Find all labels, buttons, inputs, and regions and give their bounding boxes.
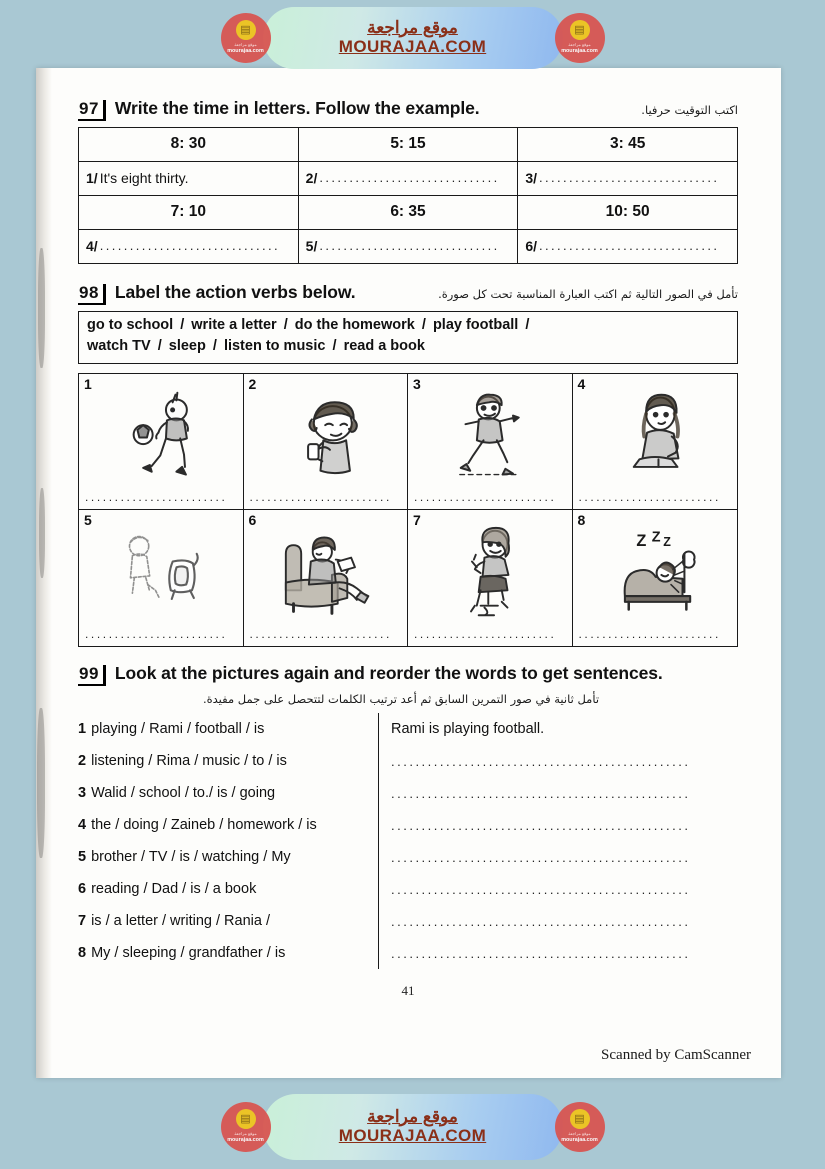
- reorder-question-4: [78, 809, 378, 841]
- exercise-99-title: Look at the pictures again and reorder the words to get sentences.: [114, 663, 663, 684]
- mourajaa-logo-icon-left: [221, 1102, 271, 1152]
- reorder-answer-4[interactable]: [391, 809, 738, 841]
- time-cell: 8: 30: [79, 127, 299, 161]
- reorder-question-5: [78, 841, 378, 873]
- reorder-answer-1[interactable]: [391, 713, 738, 745]
- separator: /: [283, 316, 288, 333]
- picture-cell-8[interactable]: [573, 510, 738, 646]
- logo-caption-right: موقع مراجعة mourajaa.com: [561, 1131, 598, 1143]
- question-words: playing / Rami / football / is: [91, 721, 265, 738]
- answer-cell-2[interactable]: [298, 161, 518, 195]
- exercise-97-number: 97: [78, 100, 106, 121]
- word-bank-item: do the homework: [294, 316, 415, 333]
- exercise-98-title: Label the action verbs below.: [114, 281, 356, 302]
- word-bank: [78, 311, 738, 365]
- reorder-answer-6[interactable]: [391, 873, 738, 905]
- answer-dotted-line: ..............................: [539, 238, 720, 254]
- answer-cell-1[interactable]: [79, 161, 299, 195]
- answer-text: It's eight thirty.: [99, 170, 189, 187]
- picture-cell-5[interactable]: [79, 510, 244, 646]
- answer-index: 6/: [525, 238, 537, 255]
- time-cell: 3: 45: [518, 127, 738, 161]
- logo-caption-right: موقع مراجعة mourajaa.com: [561, 42, 598, 54]
- answer-cell-3[interactable]: [518, 161, 738, 195]
- girl-doing-homework-icon: [573, 388, 738, 485]
- reorder-answer-7[interactable]: [391, 905, 738, 937]
- picture-answer-line[interactable]: ........................: [578, 627, 721, 642]
- picture-number: 3: [413, 376, 421, 393]
- answer-index: 5/: [305, 238, 318, 255]
- answer-dotted-line: .................................................: [391, 881, 691, 897]
- child-watching-tv-icon: [79, 524, 243, 622]
- answer-index: 4/: [86, 238, 98, 255]
- exercise-97-title: Write the time in letters. Follow the example.: [114, 98, 480, 118]
- answer-index: 1/: [86, 170, 98, 187]
- question-number: 1: [78, 721, 87, 738]
- picture-number: 2: [248, 376, 257, 393]
- question-number: 3: [78, 785, 87, 802]
- answer-dotted-line: .................................................: [391, 849, 691, 865]
- reorder-answer-2[interactable]: [391, 745, 738, 777]
- picture-answer-line[interactable]: ........................: [414, 627, 557, 642]
- question-words: listening / Rima / music / to / is: [91, 753, 287, 770]
- question-number: 7: [78, 913, 87, 930]
- svg-text:Z: Z: [651, 529, 661, 546]
- table-row-times-2: [79, 195, 738, 229]
- watermark-pill: [227, 7, 598, 69]
- book-emblem-icon: ▤: [236, 20, 256, 40]
- mourajaa-logo-icon-right: [555, 13, 605, 63]
- question-words: reading / Dad / is / a book: [91, 881, 257, 898]
- book-emblem-icon: ▤: [570, 1109, 590, 1129]
- table-row-answers-2: [79, 229, 738, 263]
- picture-number: 1: [84, 376, 92, 393]
- logo-caption-left: موقع مراجعة mourajaa.com: [227, 1131, 264, 1143]
- picture-number: 7: [413, 512, 421, 529]
- woman-writing-a-letter-icon: [408, 524, 572, 622]
- question-number: 4: [78, 817, 87, 834]
- reorder-question-2: [78, 745, 378, 777]
- picture-cell-2[interactable]: [244, 374, 409, 510]
- word-bank-item: sleep: [168, 338, 206, 355]
- picture-cell-3[interactable]: [408, 374, 573, 510]
- answer-index: 3/: [525, 170, 537, 187]
- time-cell: 6: 35: [298, 195, 518, 229]
- page-number: 41: [401, 983, 415, 999]
- reorder-answer-5[interactable]: [391, 841, 738, 873]
- question-words: is / a letter / writing / Rania /: [91, 913, 270, 930]
- time-cell: 5: 15: [298, 127, 518, 161]
- answer-text: Rami is playing football.: [391, 721, 545, 738]
- question-words: Walid / school / to./ is / going: [91, 785, 276, 802]
- answer-dotted-line: ..............................: [539, 170, 720, 186]
- question-words: the / doing / Zaineb / homework / is: [91, 817, 317, 834]
- word-bank-item: go to school: [87, 316, 174, 333]
- scan-credit: Scanned by CamScanner: [601, 1047, 751, 1063]
- scan-artifact: [39, 488, 45, 578]
- exercise-99-arabic: تأمل ثانية في صور التمرين السابق ثم أعد ترتيب الكلمات لتتحصل على جمل مفيدة.: [202, 692, 600, 707]
- word-bank-line-1: [87, 315, 729, 337]
- separator: /: [525, 316, 530, 333]
- watermark-url-text[interactable]: MOURAJAA.COM: [338, 36, 487, 56]
- answer-dotted-line: ..............................: [319, 170, 500, 186]
- mourajaa-logo-icon-right: [555, 1102, 605, 1152]
- picture-grid: [78, 373, 738, 647]
- exercise-97-header: [78, 98, 738, 121]
- picture-answer-line[interactable]: ........................: [414, 490, 557, 505]
- time-cell: 7: 10: [79, 195, 299, 229]
- reorder-question-1: [78, 713, 378, 745]
- question-number: 2: [78, 753, 87, 770]
- reorder-answer-3[interactable]: [391, 777, 738, 809]
- separator: /: [212, 338, 217, 355]
- answer-dotted-line: .................................................: [391, 753, 691, 769]
- picture-answer-line[interactable]: ........................: [85, 490, 228, 505]
- exercise-98-number: 98: [78, 284, 106, 305]
- worksheet-content: [78, 98, 738, 999]
- time-cell: 10: 50: [518, 195, 738, 229]
- answer-dotted-line: .................................................: [391, 945, 691, 961]
- separator: /: [157, 338, 162, 355]
- picture-number: 5: [84, 512, 92, 529]
- table-row-answers-1: [79, 161, 738, 195]
- picture-answer-line[interactable]: ........................: [578, 490, 721, 505]
- picture-answer-line[interactable]: ........................: [249, 627, 392, 642]
- answer-cell-5[interactable]: [298, 229, 518, 263]
- boy-playing-football-icon: [79, 388, 243, 485]
- scan-artifact: [38, 248, 45, 368]
- watermark-arabic-text: موقع مراجعة: [367, 1106, 458, 1126]
- question-number: 8: [78, 945, 87, 962]
- picture-cell-6[interactable]: [244, 510, 409, 646]
- word-bank-item: play football: [432, 316, 519, 333]
- reorder-question-8: [78, 937, 378, 969]
- reorder-question-3: [78, 777, 378, 809]
- question-number: 6: [78, 881, 87, 898]
- watermark-pill: [227, 1094, 598, 1160]
- reorder-question-7: [78, 905, 378, 937]
- watermark-banner-bottom: [0, 1084, 825, 1169]
- table-row-times-1: [79, 127, 738, 161]
- man-reading-in-armchair-icon: [244, 524, 408, 622]
- picture-number: 4: [577, 376, 586, 393]
- answer-dotted-line: ..............................: [99, 238, 281, 254]
- reorder-exercise: [78, 713, 738, 969]
- picture-number: 8: [577, 512, 586, 529]
- exercise-98-arabic: تأمل في الصور التالية ثم اكتب العبارة المناسبة تحت كل صورة.: [438, 286, 738, 301]
- word-bank-line-2: [87, 336, 729, 358]
- exercise-98-header: [78, 282, 738, 305]
- times-table: [78, 127, 738, 264]
- answer-dotted-line: .................................................: [391, 913, 691, 929]
- question-words: My / sleeping / grandfather / is: [91, 945, 286, 962]
- answer-cell-4[interactable]: [79, 229, 299, 263]
- separator: /: [180, 316, 185, 333]
- girl-listening-to-music-icon: [244, 388, 408, 485]
- watermark-banner-top: [0, 0, 825, 75]
- watermark-arabic-text: موقع مراجعة: [367, 17, 458, 37]
- answer-index: 2/: [305, 170, 318, 187]
- reorder-answer-8[interactable]: [391, 937, 738, 969]
- reorder-question-6: [78, 873, 378, 905]
- svg-text:Z: Z: [636, 532, 647, 551]
- word-bank-item: watch TV: [87, 338, 151, 355]
- reorder-questions-column: [78, 713, 378, 969]
- separator: /: [421, 316, 426, 333]
- boy-going-to-school-icon: [408, 388, 572, 485]
- svg-text:Z: Z: [663, 535, 672, 550]
- word-bank-item: read a book: [343, 338, 425, 355]
- answer-dotted-line: .................................................: [391, 785, 691, 801]
- book-emblem-icon: ▤: [236, 1109, 256, 1129]
- logo-caption-left: موقع مراجعة mourajaa.com: [227, 42, 264, 54]
- reorder-answers-column: [378, 713, 738, 969]
- picture-number: 6: [248, 512, 257, 529]
- scanned-worksheet-page: [36, 68, 781, 1078]
- exercise-99-header: [78, 663, 738, 686]
- answer-cell-6[interactable]: [518, 229, 738, 263]
- question-number: 5: [78, 849, 87, 866]
- answer-dotted-line: .................................................: [391, 817, 691, 833]
- picture-cell-4[interactable]: [573, 374, 738, 510]
- man-sleeping-in-bed-icon: [573, 524, 738, 622]
- picture-answer-line[interactable]: ........................: [85, 627, 228, 642]
- picture-answer-line[interactable]: ........................: [249, 490, 392, 505]
- mourajaa-logo-icon-left: [221, 13, 271, 63]
- exercise-97-arabic: اكتب التوقيت حرفيا.: [641, 103, 738, 117]
- word-bank-item: write a letter: [191, 316, 277, 333]
- picture-cell-7[interactable]: [408, 510, 573, 646]
- picture-cell-1[interactable]: [79, 374, 244, 510]
- scan-artifact: [37, 708, 45, 858]
- question-words: brother / TV / is / watching / My: [91, 849, 291, 866]
- exercise-99-number: 99: [78, 665, 106, 686]
- book-emblem-icon: ▤: [570, 20, 590, 40]
- separator: /: [332, 338, 337, 355]
- answer-dotted-line: ..............................: [319, 238, 500, 254]
- watermark-url-text[interactable]: MOURAJAA.COM: [338, 1125, 487, 1145]
- word-bank-item: listen to music: [223, 338, 326, 355]
